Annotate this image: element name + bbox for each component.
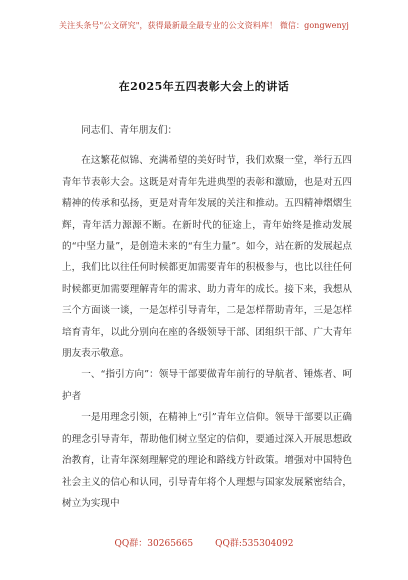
document-body [62,120,352,514]
footer-qq-group-1: QQ群：30265665 [114,539,194,549]
header-banner: 关注头条号"公文研究"，获得最新最全最专业的公文资料库！ 微信：gongwenyj [59,21,349,30]
document-title: 在2025年五四表彰大会上的讲话 [118,80,290,93]
section-heading-1: 一、“指引方向”：领导干部要做青年前行的导航者、锤炼者、呵护者 [62,369,352,402]
paragraph-intro: 在这繁花似锦、充满希望的美好时节，我们欢聚一堂，举行五四青年节表彰大会。这既是对青年先进典型的表彰和激励，也是对五四精神的传承和弘扬，更是对青年发展的关注和推动。五四精神熠熠生辉，青年活力源源不断。在新时代的征途上，青年始终是推动发展的“中坚力量”，是创造未来的“有生力量”。如今，站在新的发展起点上，我们比以往任何时候都更加需要青年的积极参与，也比以往任何时候都更加需要理解青年的需求、助力青年的成长。接下来，我想从三个方面谈一谈，一是怎样引导青年，二是怎样帮助青年，三是怎样培育青年，以此分别向在座的各级领导干部、团组织干部、广大青年朋友表示敬意。 [62,155,352,360]
footer-qq-group-2: QQ群:535304092 [215,539,294,549]
footer-contacts [0,536,408,549]
salutation: 同志们、青年朋友们： [81,125,178,136]
paragraph-point-1: 一是用理念引领，在精神上“引”青年立信仰。领导干部要以正确的理念引导青年，帮助他们树立坚定的信仰，要通过深入开展思想政治教育，让青年深刻理解党的理论和路线方针政策。增强对中国特色社会主义的信心和认同，引导青年将个人理想与国家发展紧密结合，树立为实现中 [62,412,352,509]
